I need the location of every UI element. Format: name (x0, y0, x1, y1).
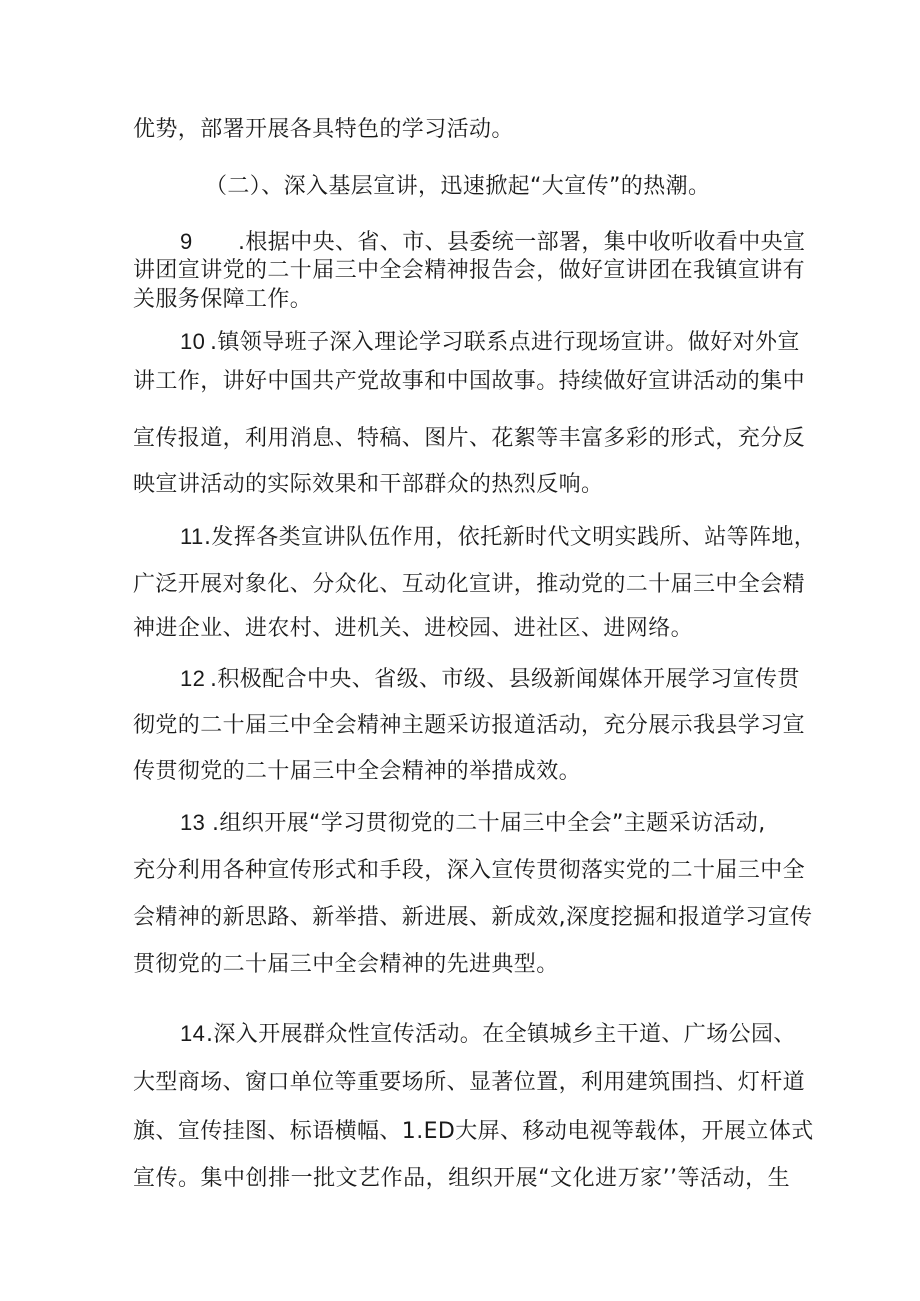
item-13-line (133, 950, 559, 980)
item-number: 13 (180, 810, 206, 835)
item-number: 11 (180, 524, 204, 549)
item-text: 会精神的新思路、新举措、新进展、新成效,深度挖掘和报道学习宣传 (133, 905, 813, 930)
item-text: .发挥各类宣讲队伍作用，依托新时代文明实践所、站等阵地， (204, 525, 817, 550)
item-text: 彻党的二十届三中全会精神主题采访报道活动，充分展示我县学习宣 (133, 713, 806, 738)
section-heading (205, 172, 710, 202)
item-10-line (133, 367, 806, 397)
item-13-first-line (180, 808, 790, 839)
item-14-line (133, 1117, 814, 1147)
item-9-line (133, 285, 312, 315)
item-text: 贯彻党的二十届三中全会精神的先进典型。 (133, 952, 559, 977)
item-number: 9 (180, 229, 193, 254)
item-14-first-line (180, 1019, 796, 1050)
item-12-line (133, 711, 806, 741)
section-heading-text: （二）、深入基层宣讲，迅速掀起“大宣传”的热潮。 (205, 174, 711, 199)
item-12-line (133, 757, 581, 787)
item-text: 广泛开展对象化、分众化、互动化宣讲，推动党的二十届三中全会精 (133, 572, 806, 597)
item-text: 传贯彻党的二十届三中全会精神的举措成效。 (133, 759, 582, 784)
item-10-line (133, 424, 806, 454)
item-13-line (133, 856, 806, 886)
item-9-line (133, 256, 806, 286)
item-text: .组织开展“学习贯彻党的二十届三中全会”主题采访活动, (212, 811, 766, 836)
item-11-first-line (180, 522, 817, 553)
item-text: 旗、宣传挂图、标语横幅、1.ED大屏、移动电视等载体，开展立体式 (133, 1119, 814, 1144)
item-number: 10 (180, 329, 206, 354)
item-text: 讲工作，讲好中国共产党故事和中国故事。持续做好宣讲活动的集中 (133, 369, 806, 394)
item-11-line (133, 570, 806, 600)
item-text: 关服务保障工作。 (133, 287, 313, 312)
item-text: 讲团宣讲党的二十届三中全会精神报告会，做好宣讲团在我镇宣讲有 (133, 258, 806, 283)
item-text: 映宣讲活动的实际效果和干部群众的热烈反响。 (133, 472, 604, 497)
item-text: 大型商场、窗口单位等重要场所、显著位置，利用建筑围挡、灯杆道 (133, 1070, 806, 1095)
item-text: .深入开展群众性宣传活动。在全镇城乡主干道、广场公园、 (206, 1022, 796, 1047)
continuation-text: 优势，部署开展各具特色的学习活动。 (133, 117, 514, 142)
item-text: 宣传。集中创排一批文艺作品，组织开展“文化进万家’’等活动，生 (133, 1166, 790, 1191)
continuation-line (133, 115, 514, 145)
item-12-first-line (180, 664, 800, 695)
item-11-line (133, 614, 693, 644)
item-text: .根据中央、省、市、县委统一部署，集中收听收看中央宣 (238, 230, 806, 255)
item-10-first-line (180, 327, 800, 358)
item-14-line (133, 1164, 790, 1194)
item-10-line (133, 470, 603, 500)
item-13-line (133, 903, 813, 933)
item-text: 神进企业、进农村、进机关、进校园、进社区、进网络。 (133, 616, 694, 641)
item-number: 14 (180, 1021, 206, 1046)
item-text: 充分利用各种宣传形式和手段，深入宣传贯彻落实党的二十届三中全 (133, 858, 806, 883)
item-14-line (133, 1068, 806, 1098)
item-number: 12 (180, 666, 206, 691)
item-text: .镇领导班子深入理论学习联系点进行现场宣讲。做好对外宣 (210, 330, 800, 355)
item-text: 宣传报道，利用消息、特稿、图片、花絮等丰富多彩的形式，充分反 (133, 426, 806, 451)
item-text: .积极配合中央、省级、市级、县级新闻媒体开展学习宣传贯 (210, 667, 800, 692)
item-9-first-line (180, 227, 806, 258)
